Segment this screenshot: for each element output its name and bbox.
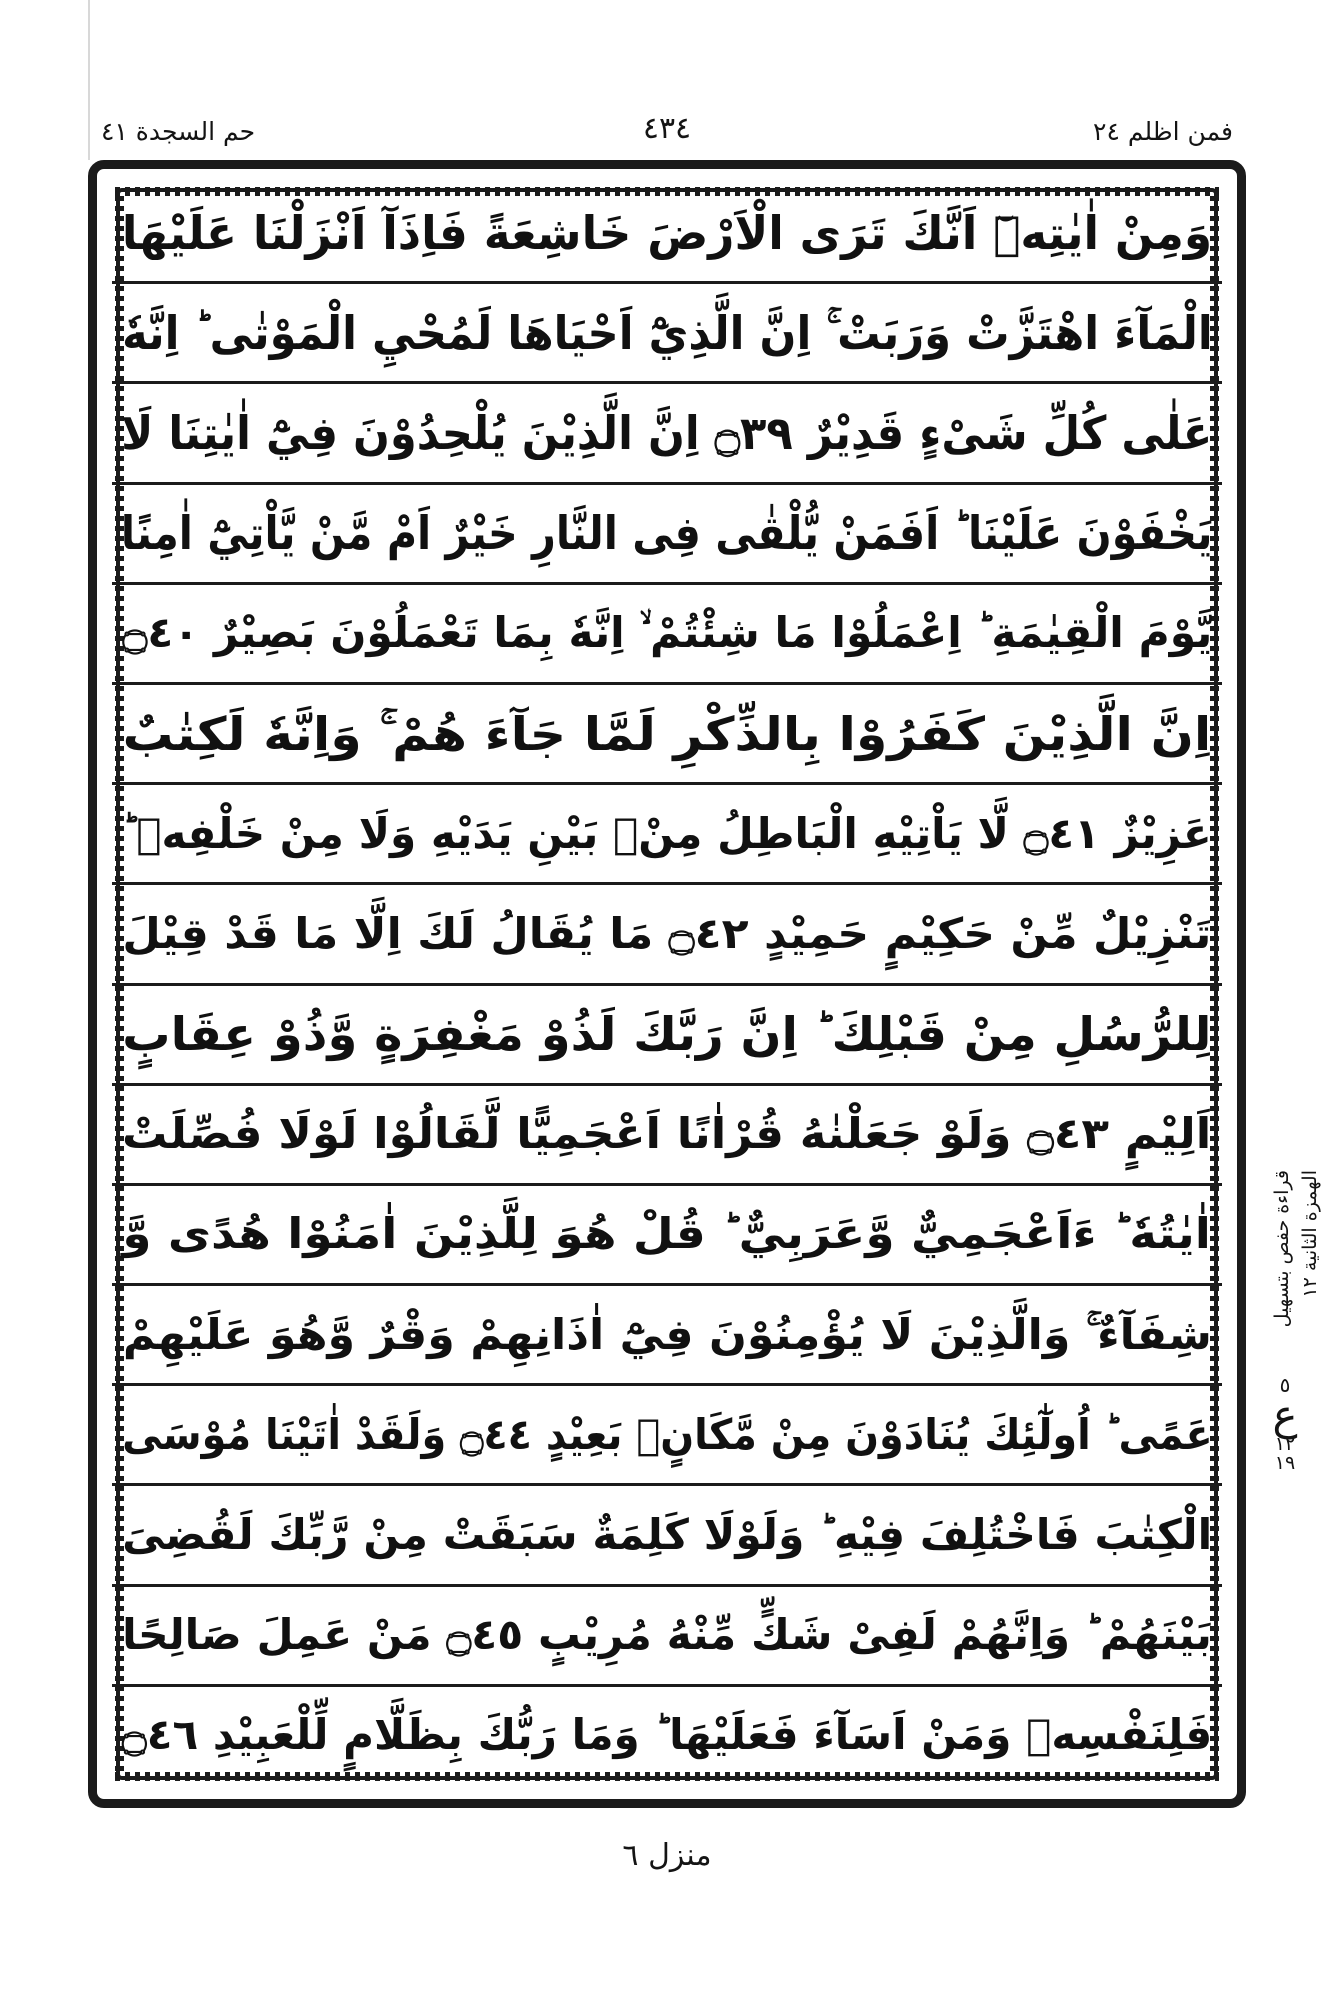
- header-surah-label: حم السجدة ٤١: [101, 117, 256, 146]
- ayah-line-text: وَمِنْ اٰيٰتِهٖٓ اَنَّكَ تَرَى الْاَرْضَ خَاشِعَةً فَاِذَآ اَنْزَلْنَا عَلَيْهَا: [121, 205, 1213, 260]
- ayah-line-text: اٰيٰتُهٗ ؕ ءَاَعْجَمِيٌّ وَّعَرَبِيٌّ ؕ قُلْ هُوَ لِلَّذِيْنَ اٰمَنُوْا هُدًى وَّ: [122, 1209, 1212, 1259]
- ayah-line: [112, 986, 1222, 1086]
- page-header: [95, 92, 1239, 144]
- ayah-line: [112, 1687, 1222, 1784]
- page-number: ٤٣٤: [642, 111, 692, 146]
- ayah-line: [112, 885, 1222, 985]
- ayah-line-text: عَلٰى كُلِّ شَىْءٍ قَدِيْرٌ ۝٣٩ اِنَّ الَّذِيْنَ يُلْحِدُوْنَ فِيْٓ اٰيٰتِنَا لَا: [121, 405, 1213, 460]
- ayah-line-text: الْكِتٰبَ فَاخْتُلِفَ فِيْهِ ؕ وَلَوْلَا كَلِمَةٌ سَبَقَتْ مِنْ رَّبِّكَ لَقُضِىَ: [121, 1510, 1213, 1560]
- ayah-line: [112, 1086, 1222, 1186]
- ruku-marker: [1254, 1375, 1316, 1473]
- ayah-line-text: اِنَّ الَّذِيْنَ كَفَرُوْا بِالذِّكْرِ لَمَّا جَآءَ هُمْ ۚ وَاِنَّهٗ لَكِتٰبٌ: [122, 706, 1212, 761]
- ayah-line: [112, 1186, 1222, 1286]
- ayah-line: [112, 1486, 1222, 1586]
- ayah-line-text: لِلرُّسُلِ مِنْ قَبْلِكَ ؕ اِنَّ رَبَّكَ لَذُوْ مَغْفِرَةٍ وَّذُوْ عِقَابٍ: [122, 1007, 1212, 1062]
- ayah-line-text: عَزِيْزٌ ۝٤١ لَّا يَاْتِيْهِ الْبَاطِلُ مِنْۢ بَيْنِ يَدَيْهِ وَلَا مِنْ خَلْفِهٖ ؕ: [121, 808, 1213, 858]
- ayah-line: [112, 184, 1222, 284]
- ayah-line-text: تَنْزِيْلٌ مِّنْ حَكِيْمٍ حَمِيْدٍ ۝٤٢ مَا يُقَالُ لَكَ اِلَّا مَا قَدْ قِيْلَ: [122, 908, 1212, 958]
- ayah-line-text: يَخْفَوْنَ عَلَيْنَا ؕ اَفَمَنْ يُّلْقٰى فِى النَّارِ خَيْرٌ اَمْ مَّنْ يَّاْتِيْٓ اٰمِنًا: [121, 506, 1213, 561]
- ayah-line: [112, 785, 1222, 885]
- page-footer: [0, 1838, 1334, 1873]
- ayah-line-text: شِفَآءٌ ۚ وَالَّذِيْنَ لَا يُؤْمِنُوْنَ فِيْٓ اٰذَانِهِمْ وَقْرٌ وَّهُوَ عَلَيْهِمْ: [122, 1309, 1212, 1359]
- ayah-line-text: بَيْنَهُمْ ؕ وَاِنَّهُمْ لَفِىْ شَكٍّ مِّنْهُ مُرِيْبٍ ۝٤٥ مَنْ عَمِلَ صَالِحًا: [122, 1610, 1212, 1660]
- margin-note-hamza: الهمزة الثانية ١٢: [1299, 1170, 1321, 1298]
- ayah-line-text: اَلِيْمٍ ۝٤٣ وَلَوْ جَعَلْنٰهُ قُرْاٰنًا اَعْجَمِيًّا لَّقَالُوْا لَوْلَا فُصِّلَتْ: [122, 1109, 1212, 1159]
- ayah-line-text: يَّوْمَ الْقِيٰمَةِ ؕ اِعْمَلُوْا مَا شِئْتُمْ ۙ اِنَّهٗ بِمَا تَعْمَلُوْنَ بَصِيْرٌ ۝٤٠: [122, 608, 1212, 658]
- ayah-line: [112, 685, 1222, 785]
- ayah-text-block: [112, 184, 1222, 1784]
- manzil-label: منزل ٦: [622, 1838, 712, 1873]
- ruku-verse-count: ١٢: [1274, 1432, 1296, 1455]
- ruku-number: ٥: [1279, 1373, 1291, 1397]
- ayah-line: [112, 1286, 1222, 1386]
- header-juz-label: فمن اظلم ٢٤: [1093, 117, 1233, 146]
- ayah-line-text: الْمَآءَ اهْتَزَّتْ وَرَبَتْ ۚ اِنَّ الَّذِيْٓ اَحْيَاهَا لَمُحْيِ الْمَوْتٰى ؕ اِنَّهٗ: [121, 305, 1213, 360]
- ayah-line-text: عَمًى ؕ اُولٰٓئِكَ يُنَادَوْنَ مِنْ مَّكَانٍۭ بَعِيْدٍ ۝٤٤ وَلَقَدْ اٰتَيْنَا مُوْسَى: [121, 1409, 1213, 1459]
- ayah-line: [112, 284, 1222, 384]
- ayah-line: [112, 1386, 1222, 1486]
- ruku-ayn-glyph: ع: [1272, 1390, 1298, 1439]
- ayah-line: [112, 384, 1222, 484]
- ayah-line: [112, 585, 1222, 685]
- margin-note-qiraat: قراءة حفص بتسهيل: [1271, 1170, 1293, 1328]
- ayah-line: [112, 485, 1222, 585]
- ayah-line-text: فَلِنَفْسِهٖ وَمَنْ اَسَآءَ فَعَلَيْهَا ؕ وَمَا رَبُّكَ بِظَلَّامٍ لِّلْعَبِيْدِ ۝٤٦: [121, 1710, 1213, 1760]
- scan-gutter-rule: [88, 0, 90, 160]
- ayah-line: [112, 1587, 1222, 1687]
- margin-notes: [1248, 1160, 1326, 1580]
- ruku-cumulative: ١٩: [1274, 1451, 1296, 1474]
